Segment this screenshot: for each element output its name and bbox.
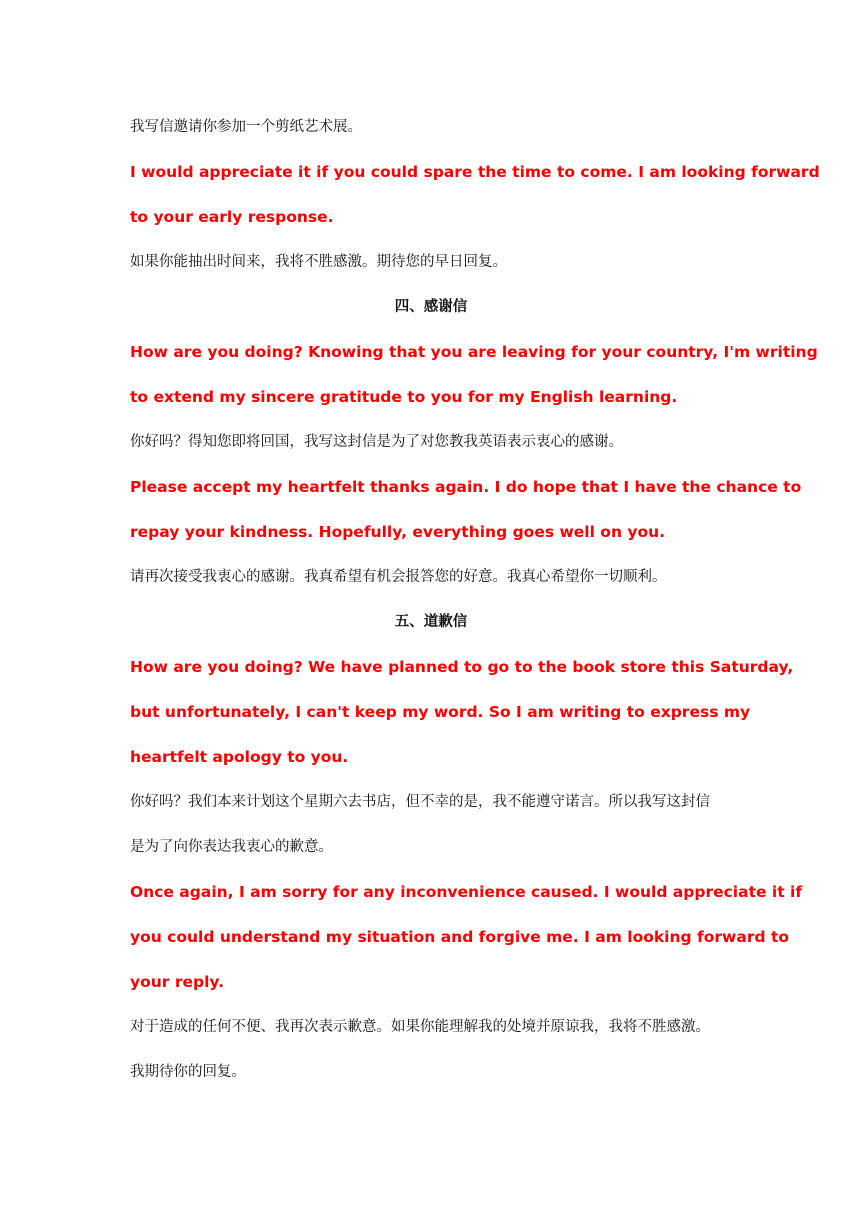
section-heading-thank-you-letter: 四、感谢信 [394, 299, 468, 315]
english-paragraph-line: you could understand my situation and forgive me. I am looking forward to [130, 928, 790, 946]
chinese-paragraph-line: 你好吗？得知您即将回国，我写这封信是为了对您教我英语表示衷心的感谢。 [130, 434, 623, 450]
chinese-paragraph-line: 请再次接受我衷心的感谢。我真希望有机会报答您的好意。我真心希望你一切顺利。 [130, 569, 667, 585]
english-paragraph-line: Please accept my heartfelt thanks again. I do hope that I have the chance to [130, 478, 802, 496]
english-paragraph-line: to your early response. [130, 208, 334, 226]
chinese-paragraph-line: 我期待你的回复。 [130, 1064, 246, 1080]
english-paragraph-line: heartfelt apology to you. [130, 748, 349, 766]
english-paragraph-line: to extend my sincere gratitude to you for my English learning. [130, 388, 678, 406]
english-paragraph-line: How are you doing? We have planned to go to the book store this Saturday, [130, 658, 794, 676]
chinese-paragraph-line: 你好吗？我们本来计划这个星期六去书店，但不幸的是，我不能遵守诺言。所以我写这封信 [130, 794, 710, 810]
english-paragraph-line: Once again, I am sorry for any inconvenience caused. I would appreciate it if [130, 883, 803, 901]
english-paragraph-line: your reply. [130, 973, 224, 991]
document-page [130, 105, 820, 1095]
english-paragraph-line: but unfortunately, I can't keep my word. So I am writing to express my [130, 703, 751, 721]
chinese-paragraph-line: 如果你能抽出时间来，我将不胜感激。期待您的早日回复。 [130, 254, 507, 270]
section-heading-apology-letter: 五、道歉信 [394, 614, 468, 630]
chinese-paragraph-line: 对于造成的任何不便、我再次表示歉意。如果你能理解我的处境并原谅我，我将不胜感激。 [130, 1019, 710, 1035]
chinese-paragraph-line: 是为了向你表达我衷心的歉意。 [130, 839, 333, 855]
english-paragraph-line: I would appreciate it if you could spare the time to come. I am looking forward [130, 163, 820, 181]
chinese-paragraph-line: 我写信邀请你参加一个剪纸艺术展。 [130, 119, 362, 135]
english-paragraph-line: How are you doing? Knowing that you are leaving for your country, I'm writing [130, 343, 818, 361]
english-paragraph-line: repay your kindness. Hopefully, everything goes well on you. [130, 523, 666, 541]
